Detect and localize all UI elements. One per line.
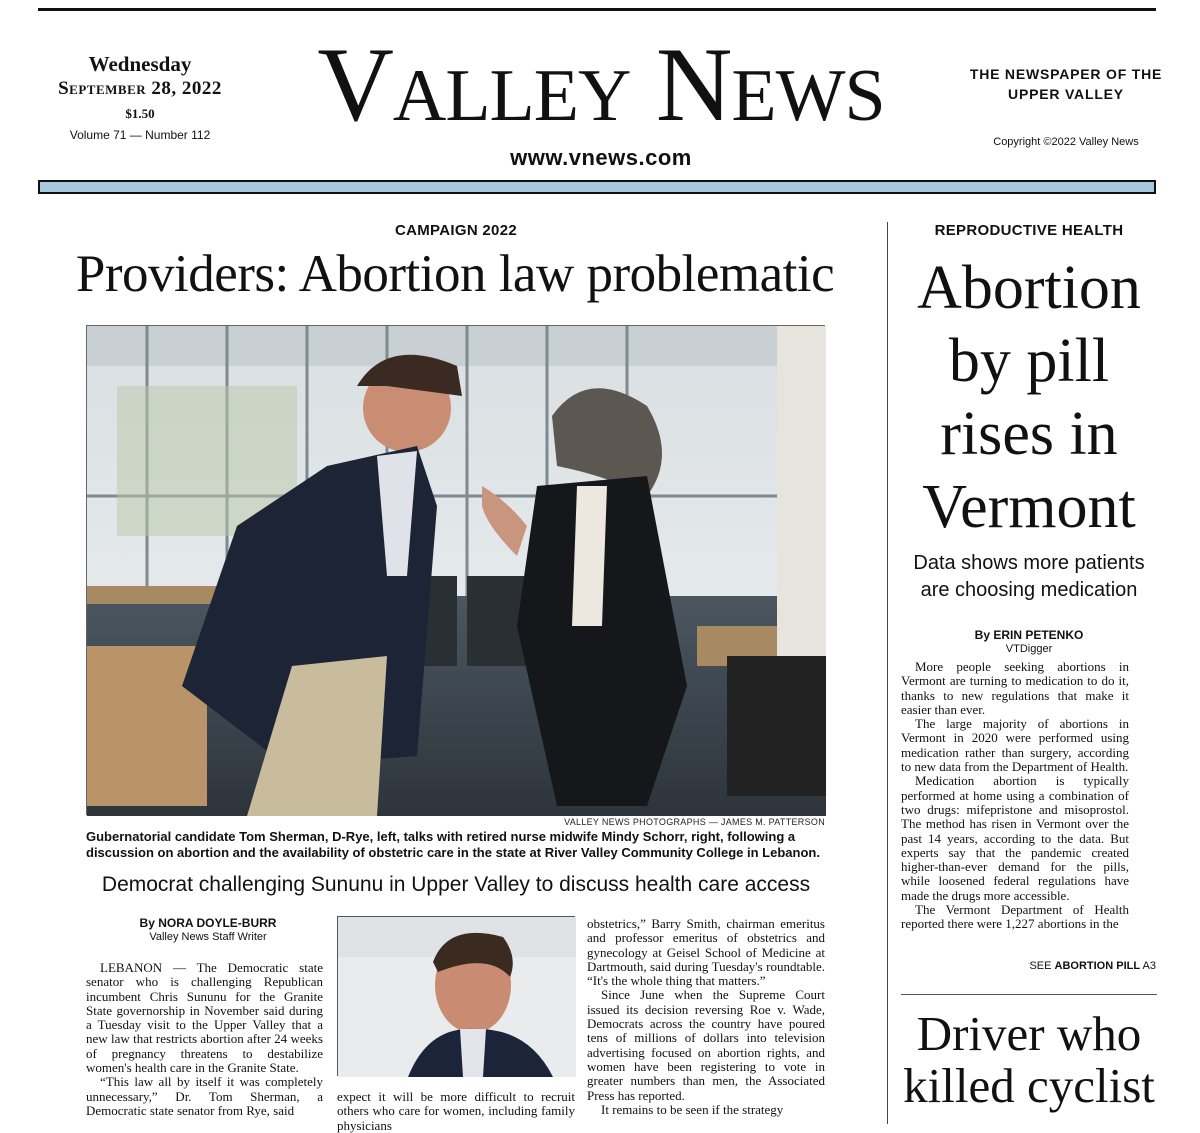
lead-paragraph: Since June when the Supreme Court issued its decision reversing Roe v. Wade, Democrats across the country have poured tens of millions of dollars into television advertising focused on abortion rights, and women have been registering to vote in greater numbers than men, the Associated Press has reported. (587, 987, 825, 1103)
lead-paragraph: “This law all by itself it was completely unnecessary,” Dr. Tom Sherman, a Democratic state senator from Rye, said (86, 1074, 323, 1118)
side-paragraph: The large majority of abortions in Vermont in 2020 were performed using medication rather than surgery, according to new data from the Department of Health. (901, 716, 1129, 775)
photo-caption: Gubernatorial candidate Tom Sherman, D-Rye, left, talks with retired nurse midwife Mindy Schorr, right, following a discussion on abortion and the availability of obstetric care in the state at River Valley Community College in Lebanon. (86, 829, 820, 860)
masthead-banner (38, 180, 1156, 194)
lead-kicker: CAMPAIGN 2022 (395, 222, 517, 239)
lead-paragraph: LEBANON — The Democratic state senator who is challenging Republican incumbent Chris Sununu for the Granite State governorship in November said during a Tuesday visit to the Upper Valley that a new law that restricts abortion after 24 weeks of pregnancy threatens to destabilize women's health care in the Granite State. (86, 960, 323, 1076)
newspaper-tagline: THE NEWSPAPER OF THE UPPER VALLEY (969, 66, 1163, 102)
jump-page: A3 (1142, 960, 1156, 972)
side-body (901, 660, 1129, 946)
jump-target: ABORTION PILL (1054, 960, 1141, 972)
side-paragraph: More people seeking abortions in Vermont are turning to medication to do it, thanks to new regulations that make it easier than ever. (901, 659, 1129, 717)
second-headline[interactable]: Driver who killed cyclist (903, 1006, 1155, 1113)
inset-photo (337, 916, 575, 1076)
lead-headline[interactable]: Providers: Abortion law problematic (75, 245, 835, 303)
lead-subhead: Democrat challenging Sununu in Upper Valley to discuss health care access (101, 873, 811, 896)
lead-body-column-1 (86, 961, 323, 1124)
photo-credit: VALLEY NEWS PHOTOGRAPHS — JAMES M. PATTERSON (564, 817, 825, 827)
issue-day: Wednesday (88, 52, 192, 76)
side-paragraph: The Vermont Department of Health reported there were 1,227 abortions in the (901, 902, 1129, 932)
side-kicker: REPRODUCTIVE HEALTH (934, 222, 1124, 239)
issue-volume: Volume 71 — Number 112 (69, 128, 211, 142)
side-paragraph: Medication abortion is typically performed at home using a combination of two drugs: mifepristone and misoprostol. The method has risen in Vermont over the past 14 years, according to the data. But experts say that the pandemic created higher-than-ever demand for the pills, while loosened federal regulations have made the drugs more accessible. (901, 773, 1129, 903)
lead-paragraph: obstetrics,” Barry Smith, chairman emeritus and professor emeritus of obstetrics and gynecology at Geisel School of Medicine at Dartmouth, said during Tuesday's roundtable. “It's the whole thing that matters.” (587, 916, 825, 989)
side-byline: By ERIN PETENKO (974, 628, 1084, 642)
website-url[interactable]: www.vnews.com (510, 145, 692, 170)
jump-prefix: SEE (1029, 960, 1052, 972)
lead-paragraph: expect it will be more difficult to recruit others who care for women, including family physicians (337, 1089, 575, 1133)
lead-paragraph: It remains to be seen if the strategy (601, 1101, 784, 1117)
newspaper-title: Valley News (317, 26, 885, 143)
side-deck: Data shows more patients are choosing medication (913, 552, 1145, 601)
lead-photo (86, 325, 825, 815)
lead-byline-role: Valley News Staff Writer (149, 931, 267, 943)
lead-body-column-3 (587, 917, 825, 1124)
column-divider (887, 222, 888, 1124)
side-headline[interactable]: Abortion by pill rises in Vermont (917, 254, 1141, 541)
issue-date: September 28, 2022 (58, 78, 222, 99)
jump-line[interactable] (900, 960, 1156, 972)
lead-byline: By NORA DOYLE-BURR (139, 916, 277, 930)
lead-body-column-2 (337, 1089, 575, 1133)
issue-price: $1.50 (125, 106, 155, 121)
story-separator (901, 994, 1157, 995)
copyright-notice: Copyright ©2022 Valley News (993, 136, 1139, 148)
side-byline-role: VTDigger (1005, 643, 1053, 655)
